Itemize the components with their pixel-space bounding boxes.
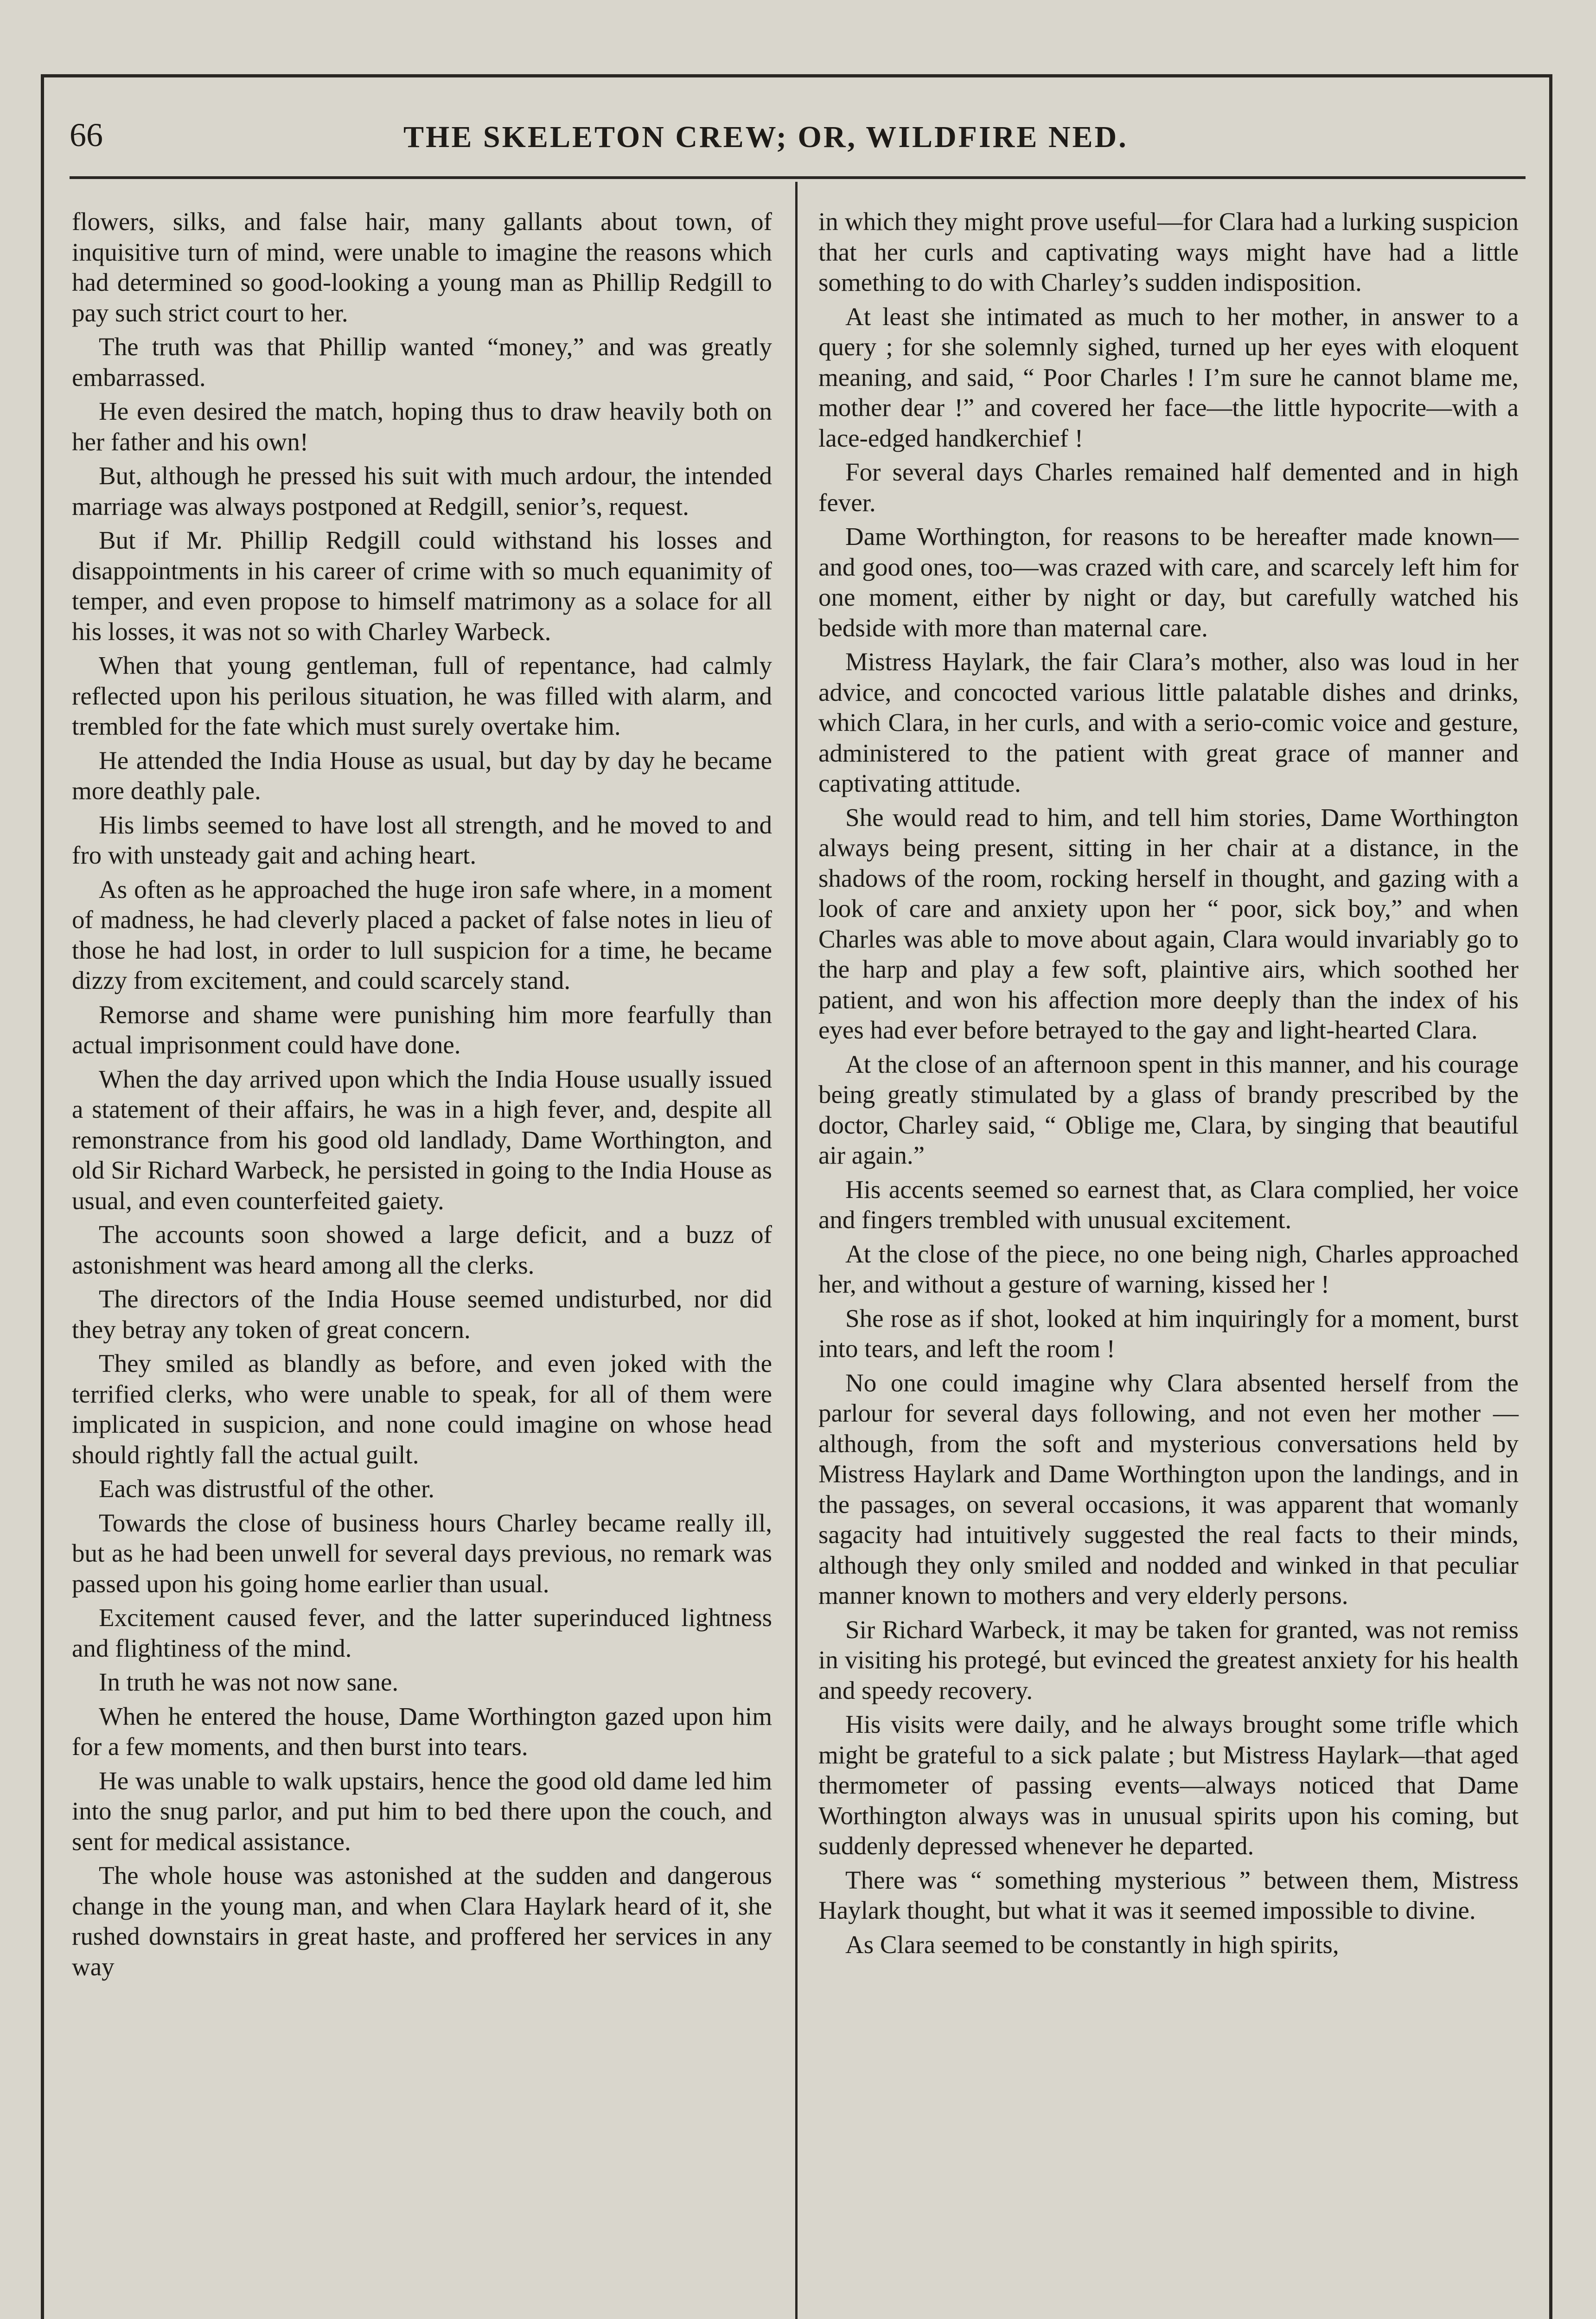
- paragraph: The whole house was astonished at the sudden and dangerous change in the young man, and when Clara Haylark heard of it, she rushed downstairs in great haste, and proffered her services in any way: [72, 1861, 772, 1981]
- paragraph: In truth he was not now sane.: [99, 1668, 399, 1696]
- paragraph: The directors of the India House seemed undisturbed, nor did they betray any token of great concern.: [72, 1285, 772, 1344]
- paragraph: Each was distrustful of the other.: [99, 1474, 434, 1503]
- paragraph: As often as he approached the huge iron safe where, in a moment of madness, he had cleverly placed a packet of false notes in lieu of those he had lost, in order to lull suspicion for a time, he became dizzy from excitement, and could scarcely stand.: [72, 875, 772, 994]
- paragraph: They smiled as blandly as before, and even joked with the terrified clerks, who were unable to speak, for all of them were implicated in suspicion, and none could imagine on whose head should rightly fall the actual guilt.: [72, 1349, 772, 1469]
- column-divider: [795, 182, 798, 2319]
- paragraph: At the close of the piece, no one being nigh, Charles approached her, and without a gesture of warning, kissed her !: [818, 1239, 1519, 1298]
- paragraph: in which they might prove useful—for Clara had a lurking suspicion that her curls and captivating ways might have had a little something to do with Charley’s sudden indisposition.: [818, 207, 1519, 296]
- paragraph: She rose as if shot, looked at him inquiringly for a moment, burst into tears, and left the room !: [818, 1304, 1519, 1363]
- header-rule: [70, 176, 1526, 179]
- paragraph: When that young gentleman, full of repentance, had calmly reflected upon his perilous situation, he was filled with alarm, and trembled for the fate which must surely overtake him.: [72, 651, 772, 740]
- paragraph: He was unable to walk upstairs, hence the good old dame led him into the snug parlor, and put him to bed there upon the couch, and sent for medical assistance.: [72, 1766, 772, 1856]
- paragraph: No one could imagine why Clara absented herself from the parlour for several days following, and not even her mother — although, from the soft and mysterious conversations held by Mistress Haylark and Dame Worthington upon the landings, and in the passages, on several occasions, it was apparent that womanly sagacity had intuitively suggested the real facts to their minds, although they only smiled and nodded and winked in that peculiar manner known to mothers and very elderly persons.: [818, 1368, 1519, 1609]
- paragraph: At least she intimated as much to her mother, in answer to a query ; for she solemnly sighed, turned up her eyes with eloquent meaning, and said, “ Poor Charles ! I’m sure he cannot blame me, mother dear !” and covered her face—the little hypocrite—with a lace-edged handkerchief !: [818, 302, 1519, 452]
- page-number: 66: [70, 116, 103, 154]
- right-column: [818, 206, 1519, 1963]
- paragraph: Mistress Haylark, the fair Clara’s mother, also was loud in her advice, and concocted various little palatable dishes and drinks, which Clara, in her curls, and with a serio-comic voice and gesture, administered to the patient with great grace of manner and captivating attitude.: [818, 647, 1519, 797]
- paragraph: He even desired the match, hoping thus to draw heavily both on her father and his own!: [72, 397, 772, 456]
- paragraph: When he entered the house, Dame Worthington gazed upon him for a few moments, and then burst into tears.: [72, 1702, 772, 1761]
- paragraph: The accounts soon showed a large deficit, and a buzz of astonishment was heard among all the clerks.: [72, 1220, 772, 1279]
- paragraph: The truth was that Phillip wanted “money,” and was greatly embarrassed.: [72, 333, 772, 391]
- paragraph: His visits were daily, and he always brought some trifle which might be grateful to a sick palate ; but Mistress Haylark—that aged thermometer of passing events—always noticed that Dame Worthington always was in unusual spirits upon his coming, but suddenly depressed whenever he departed.: [818, 1710, 1519, 1860]
- paragraph: His limbs seemed to have lost all strength, and he moved to and fro with unsteady gait and aching heart.: [72, 810, 772, 869]
- paragraph: When the day arrived upon which the India House usually issued a statement of their affairs, he was in a high fever, and, despite all remonstrance from his good old landlady, Dame Worthington, and old Sir Richard Warbeck, he persisted in going to the India House as usual, and even counterfeited gaiety.: [72, 1064, 772, 1215]
- paragraph: flowers, silks, and false hair, many gallants about town, of inquisitive turn of mind, were unable to imagine the reasons which had determined so good-looking a young man as Phillip Redgill to pay such strict court to her.: [72, 207, 772, 327]
- paragraph: Excitement caused fever, and the latter superinduced lightness and flightiness of the mind.: [72, 1603, 772, 1662]
- page-header: [70, 107, 1526, 167]
- paragraph: But if Mr. Phillip Redgill could withstand his losses and disappointments in his career of crime with so much equanimity of temper, and even propose to himself matrimony as a solace for all his losses, it was not so with Charley Warbeck.: [72, 526, 772, 646]
- paragraph: For several days Charles remained half demented and in high fever.: [818, 458, 1519, 517]
- paragraph: There was “ something mysterious ” between them, Mistress Haylark thought, but what it was it seemed impossible to divine.: [818, 1865, 1519, 1924]
- paragraph: At the close of an afternoon spent in this manner, and his courage being greatly stimulated by a glass of brandy prescribed by the doctor, Charley said, “ Oblige me, Clara, by singing that beautiful air again.”: [818, 1050, 1519, 1169]
- paragraph: He attended the India House as usual, but day by day he became more deathly pale.: [72, 746, 772, 805]
- left-column: [72, 206, 772, 1986]
- running-title: THE SKELETON CREW; OR, WILDFIRE NED.: [403, 120, 1128, 154]
- paragraph: As Clara seemed to be constantly in high spirits,: [845, 1930, 1339, 1959]
- paragraph: But, although he pressed his suit with much ardour, the intended marriage was always postponed at Redgill, senior’s, request.: [72, 461, 772, 520]
- paragraph: She would read to him, and tell him stories, Dame Worthington always being present, sitting in her chair at a distance, in the shadows of the room, rocking herself in thought, and gazing with a look of care and anxiety upon her “ poor, sick boy,” and when Charles was able to move about again, Clara would invariably go to the harp and play a few soft, plaintive airs, which soothed her patient, and won his affection more deeply than the index of his eyes had ever before betrayed to the gay and light-hearted Clara.: [818, 803, 1519, 1044]
- paragraph: Sir Richard Warbeck, it may be taken for granted, was not remiss in visiting his protegé, but evinced the greatest anxiety for his health and speedy recovery.: [818, 1615, 1519, 1704]
- paragraph: His accents seemed so earnest that, as Clara complied, her voice and fingers trembled with unusual excitement.: [818, 1175, 1519, 1234]
- paragraph: Remorse and shame were punishing him more fearfully than actual imprisonment could have done.: [72, 1000, 772, 1059]
- paragraph: Towards the close of business hours Charley became really ill, but as he had been unwell for several days previous, no remark was passed upon his going home earlier than usual.: [72, 1508, 772, 1598]
- paragraph: Dame Worthington, for reasons to be hereafter made known—and good ones, too—was crazed with care, and scarcely left him for one moment, either by night or day, but carefully watched his bedside with more than maternal care.: [818, 522, 1519, 642]
